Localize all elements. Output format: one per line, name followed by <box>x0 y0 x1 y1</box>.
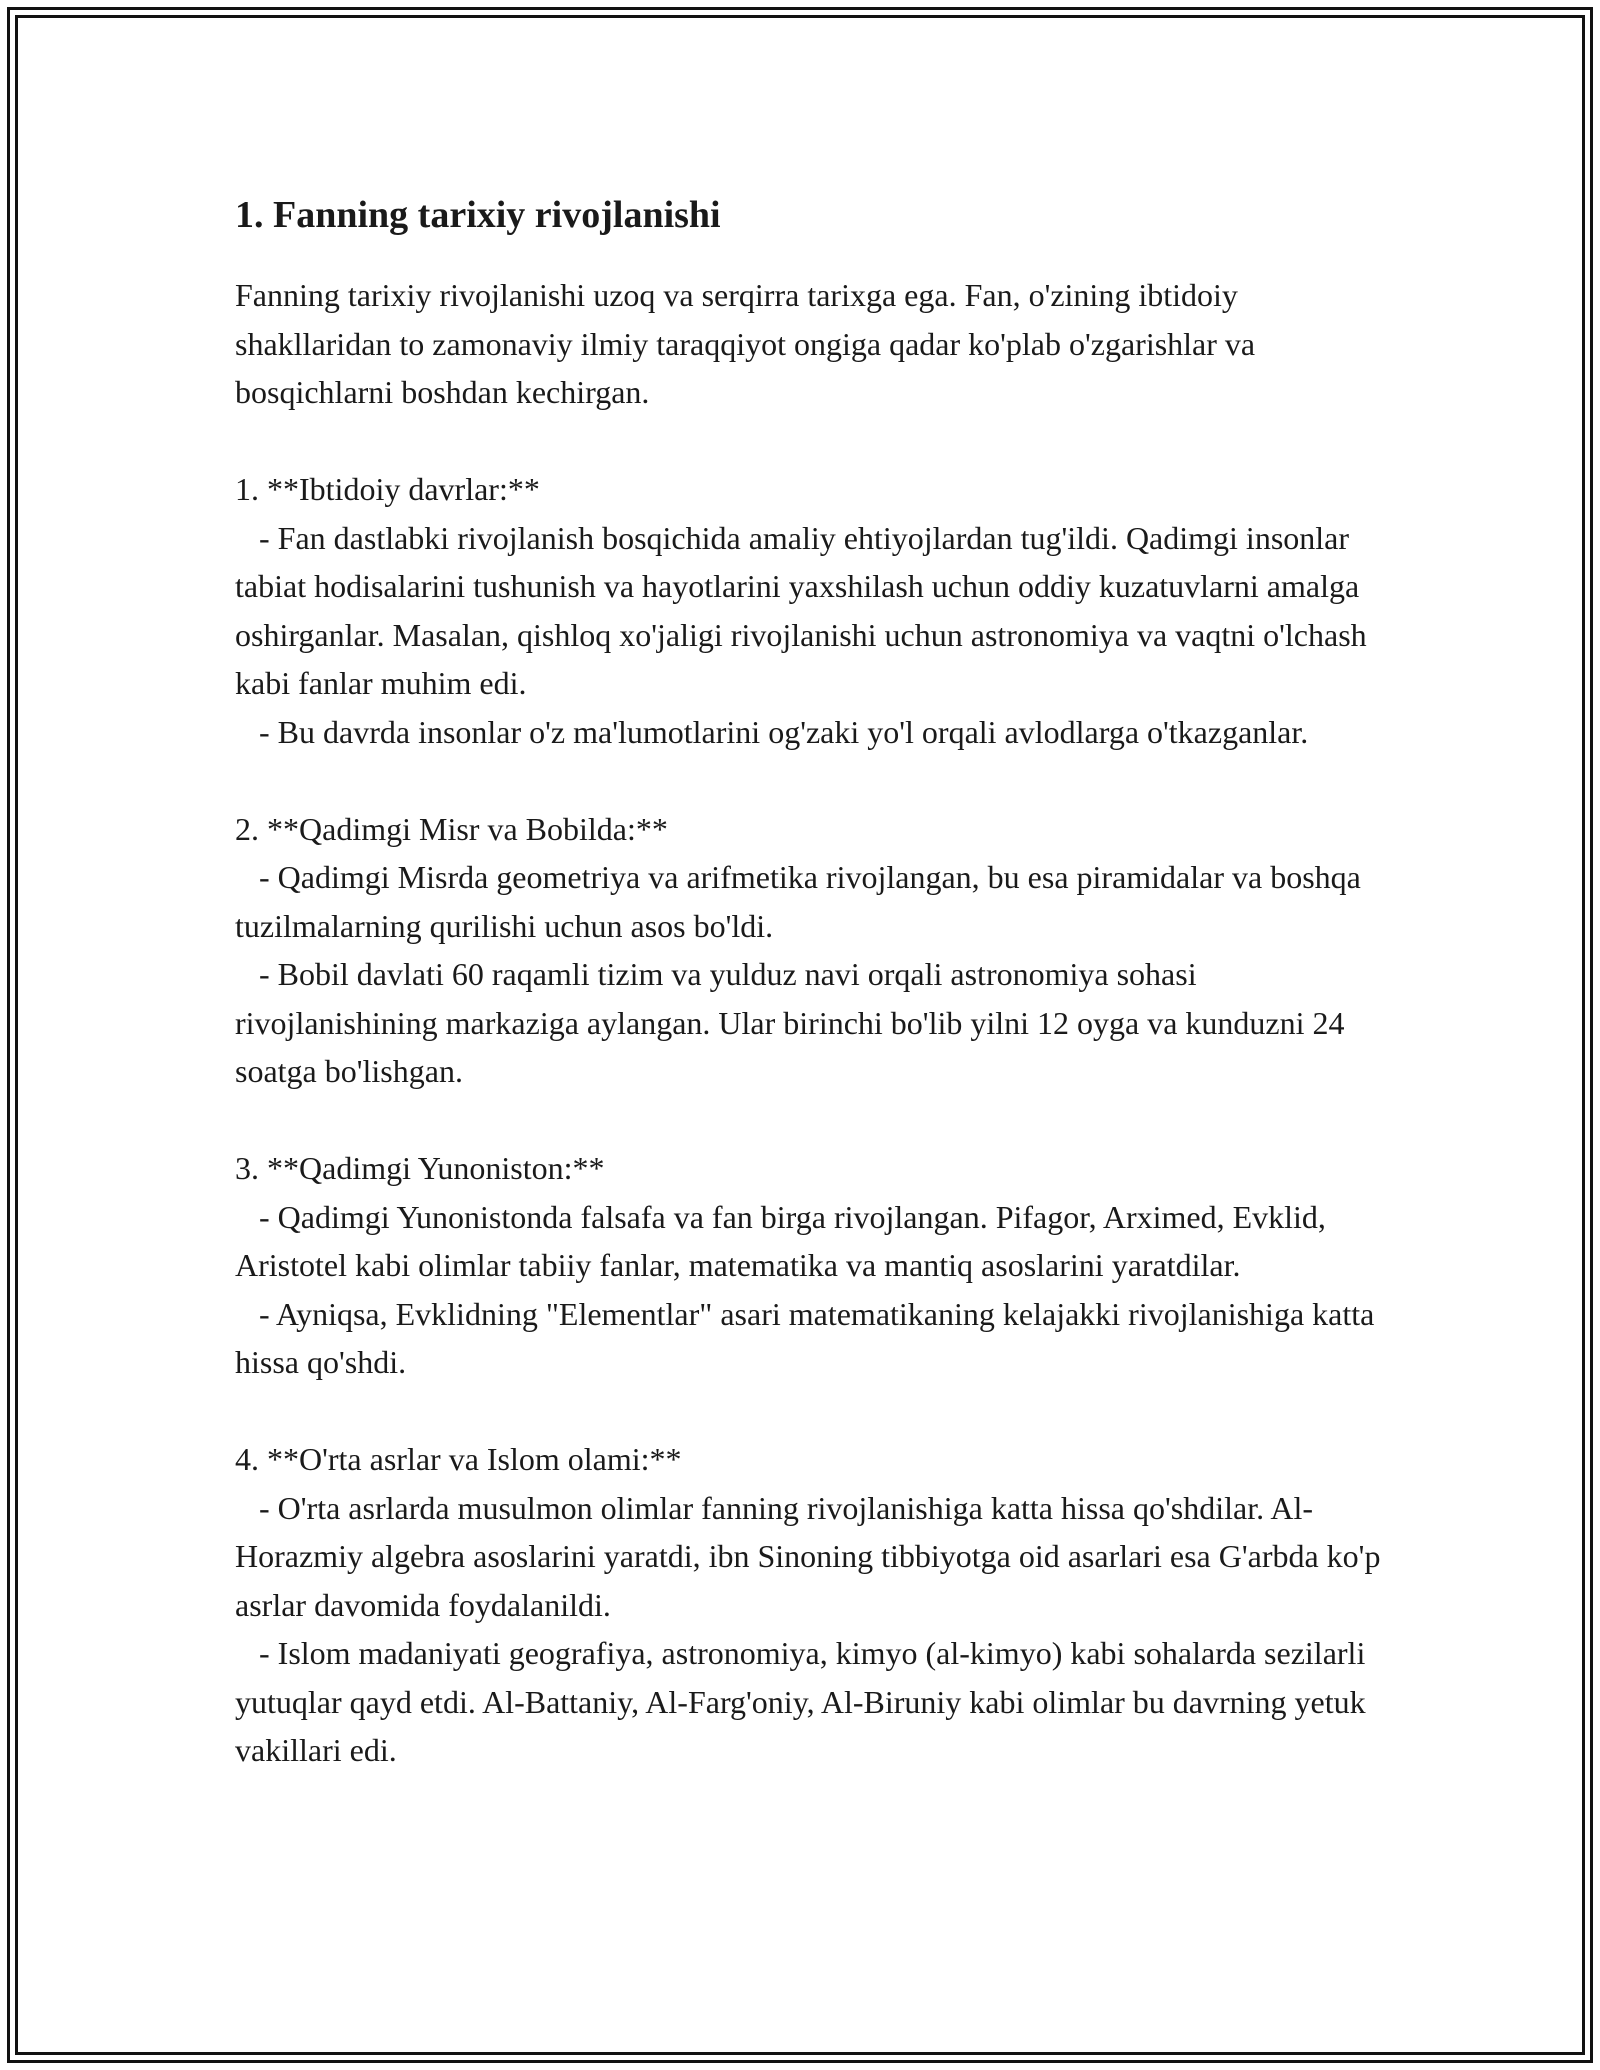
section-point: - Ayniqsa, Evklidning "Elementlar" asari matematikaning kelajakki rivojlanishiga katta hissa qo'shdi. <box>235 1295 1383 1380</box>
section-point: - Qadimgi Yunonistonda falsafa va fan birga rivojlangan. Pifagor, Arximed, Evklid, Aristotel kabi olimlar tabiiy fanlar, matematika va mantiq asoslarini yaratdilar. <box>235 1198 1333 1283</box>
section-3 <box>235 1144 1385 1387</box>
section-point: - Qadimgi Misrda geometriya va arifmetika rivojlangan, bu esa piramidalar va boshqa tuzilmalarning qurilishi uchun asos bo'ldi. <box>235 859 1369 944</box>
section-point: - Fan dastlabki rivojlanish bosqichida amaliy ehtiyojlardan tug'ildi. Qadimgi insonlar tabiat hodisalarini tushunish va hayotlarini yaxshilash uchun oddiy kuzatuvlarni amalga oshirganlar. Masalan, qishloq xo'jaligi rivojlanishi uchun astronomiya va vaqtni o'lchash kabi fanlar muhim edi. <box>235 519 1375 701</box>
paragraph-gap <box>235 1387 1385 1436</box>
section-heading: 3. **Qadimgi Yunoniston:** <box>235 1150 605 1186</box>
section-point: - Bobil davlati 60 raqamli tizim va yulduz navi orqali astronomiya sohasi rivojlanishining markaziga aylangan. Ular birinchi bo'lib yilni 12 oyga va kunduzni 24 soatga bo'lishgan. <box>235 956 1353 1089</box>
section-heading: 1. **Ibtidoiy davrlar:** <box>235 471 540 507</box>
section-heading: 4. **O'rta asrlar va Islom olami:** <box>235 1441 682 1477</box>
document-body <box>235 185 1389 1775</box>
document-title: 1. Fanning tarixiy rivojlanishi <box>235 194 721 236</box>
paragraph-gap <box>235 756 1385 805</box>
intro-paragraph: Fanning tarixiy rivojlanishi uzoq va serqirra tarixga ega. Fan, o'zining ibtidoiy shakllaridan to zamonaviy ilmiy taraqqiyot ongiga qadar ko'plab o'zgarishlar va bosqichlarni boshdan kechirgan. <box>235 277 1264 410</box>
section-point: - Islom madaniyati geografiya, astronomiya, kimyo (al-kimyo) kabi sohalarda sezilarli yutuqlar qayd etdi. Al-Battaniy, Al-Farg'oniy, Al-Biruniy kabi olimlar bu davrning yetuk vakillari edi. <box>235 1635 1374 1768</box>
section-heading: 2. **Qadimgi Misr va Bobilda:** <box>235 810 668 847</box>
section-1 <box>235 465 1385 756</box>
paragraph-gap <box>235 1096 1385 1145</box>
paragraph-gap <box>235 417 1385 466</box>
section-4 <box>235 1435 1389 1775</box>
section-2 <box>235 805 1385 1096</box>
section-point: - O'rta asrlarda musulmon olimlar fanning rivojlanishiga katta hissa qo'shdilar. Al-Horazmiy algebra asoslarini yaratdi, ibn Sinoning tibbiyotga oid asarlari esa G'arbda ko'p asrlar davomida foydalanildi. <box>235 1489 1389 1623</box>
section-point: - Bu davrda insonlar o'z ma'lumotlarini og'zaki yo'l orqali avlodlarga o'tkazganlar. <box>235 713 1309 750</box>
